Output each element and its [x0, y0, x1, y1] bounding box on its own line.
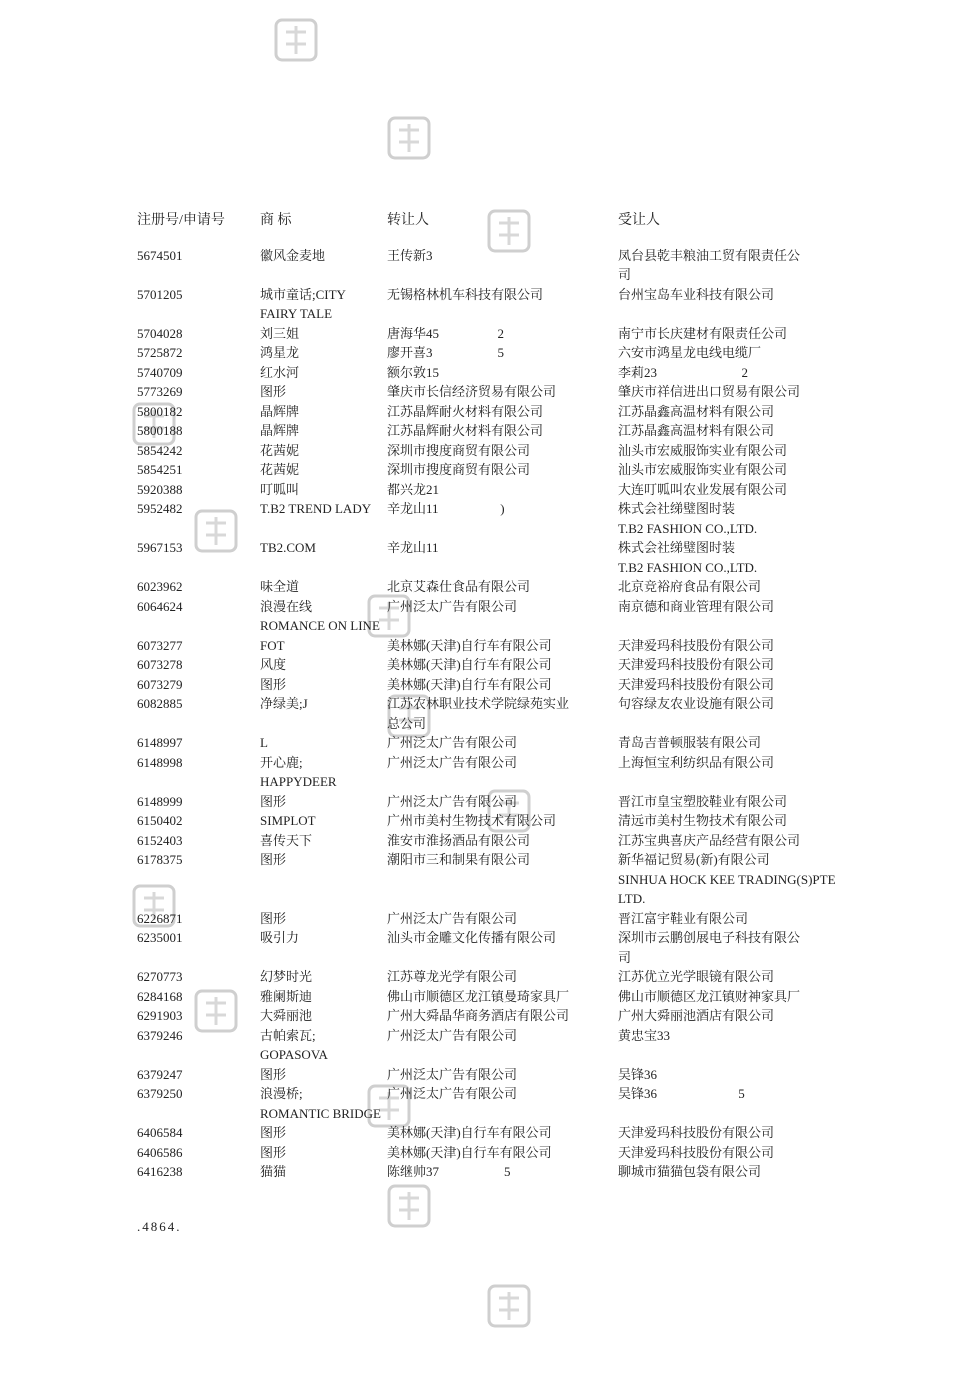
cell-reg-no: 6148998	[137, 754, 183, 770]
cell-trademark: 图形	[260, 1144, 287, 1160]
table-row	[137, 694, 857, 733]
cell-transferor: 广州泛太广告有限公司	[387, 1066, 518, 1082]
table-row	[137, 324, 857, 344]
cell-reg-no: 6379246	[137, 1027, 183, 1043]
cell-transferee: 青岛吉普顿服装有限公司	[618, 735, 762, 750]
cell-trademark: 浪漫在线 ROMANCE ON LINE	[260, 598, 380, 633]
table-header	[137, 211, 857, 231]
cell-transferee: 吴锋36 5	[618, 1086, 745, 1101]
cell-trademark: 红水河	[260, 364, 300, 380]
cell-reg-no: 5725872	[137, 345, 183, 360]
cell-reg-no: 5854242	[137, 442, 183, 458]
cell-trademark: 鸿星龙	[260, 345, 300, 360]
table-row	[137, 538, 857, 577]
cell-transferee: 广州大舜丽池酒店有限公司	[618, 1008, 775, 1023]
cell-transferor: 美林娜(天津)自行车有限公司	[387, 676, 552, 692]
table-row	[137, 967, 857, 987]
cell-trademark: 浪漫桥; ROMANTIC BRIDGE	[260, 1086, 381, 1121]
table-row	[137, 441, 857, 461]
cell-trademark: 猫猫	[260, 1164, 287, 1179]
cell-transferee: 肇庆市祥信进出口贸易有限公司	[618, 384, 801, 399]
table-row	[137, 480, 857, 500]
cell-transferor: 肇庆市长信经济贸易有限公司	[387, 384, 557, 399]
cell-reg-no: 6073277	[137, 637, 183, 653]
cell-transferee: 天津爱玛科技股份有限公司	[618, 637, 775, 653]
cell-trademark: 雅阑斯迪	[260, 988, 313, 1004]
cell-reg-no: 6073279	[137, 676, 183, 692]
table-row	[137, 1123, 857, 1143]
cell-reg-no: 6148997	[137, 735, 183, 750]
cell-trademark: 刘三姐	[260, 325, 300, 341]
cell-trademark: L	[260, 735, 268, 750]
cell-transferee: 六安市鸿星龙电线电缆厂	[618, 345, 762, 360]
cell-trademark: 喜传天下	[260, 832, 313, 848]
cell-transferor: 广州泛太广告有限公司	[387, 1027, 518, 1043]
table-row	[137, 928, 857, 967]
cell-transferee: 南宁市长庆建材有限责任公司	[618, 325, 788, 341]
cell-trademark: 古帕索瓦; GOPASOVA	[260, 1027, 328, 1062]
cell-transferor: 广州泛太广告有限公司	[387, 1086, 518, 1101]
cell-reg-no: 6416238	[137, 1164, 183, 1179]
cell-transferor: 陈继帅37 5	[387, 1164, 511, 1179]
table-row	[137, 1006, 857, 1026]
cell-trademark: 图形	[260, 910, 287, 926]
cell-reg-no: 6406586	[137, 1144, 183, 1160]
cell-transferor: 额尔敦15	[387, 364, 440, 380]
cell-transferor: 广州泛太广告有限公司	[387, 793, 518, 809]
cell-transferor: 佛山市顺德区龙江镇曼琦家具厂	[387, 988, 570, 1004]
cell-trademark: 味全道	[260, 579, 300, 594]
table-row	[137, 655, 857, 675]
table-row	[137, 1162, 857, 1182]
cell-transferee: 汕头市宏威服饰实业有限公司	[618, 442, 788, 458]
header-trademark: 商 标	[260, 213, 292, 228]
cell-transferor: 美林娜(天津)自行车有限公司	[387, 1144, 552, 1160]
table-row	[137, 577, 857, 597]
cell-trademark: 叮呱叫	[260, 481, 300, 497]
cell-transferee: 南京德和商业管理有限公司	[618, 598, 775, 614]
table-row	[137, 831, 857, 851]
watermark-glyph	[485, 1280, 533, 1332]
table-row	[137, 343, 857, 363]
table-row	[137, 460, 857, 480]
table-row	[137, 1026, 857, 1065]
cell-transferee: 天津爱玛科技股份有限公司	[618, 657, 775, 672]
cell-transferee: 北京竞裕府食品有限公司	[618, 579, 762, 594]
cell-reg-no: 6023962	[137, 579, 183, 594]
header-transferor: 转让人	[387, 213, 429, 228]
cell-transferor: 深圳市搜度商贸有限公司	[387, 442, 531, 458]
cell-transferee: 江苏晶鑫高温材料有限公司	[618, 403, 775, 419]
cell-transferor: 淮安市淮扬酒品有限公司	[387, 832, 531, 848]
cell-transferee: 大连叮呱叫农业发展有限公司	[618, 481, 788, 497]
cell-reg-no: 5920388	[137, 481, 183, 497]
cell-reg-no: 5701205	[137, 286, 183, 302]
cell-transferor: 江苏农林职业技术学院绿苑实业 总公司	[387, 696, 570, 731]
cell-transferee: 株式会社绨璧图时装 T.B2 FASHION CO.,LTD.	[618, 501, 758, 536]
watermark-glyph	[385, 112, 433, 164]
cell-transferor: 辛龙山11 )	[387, 501, 505, 516]
cell-trademark: 徽风金麦地	[260, 247, 326, 263]
cell-trademark: 晶辉牌	[260, 403, 300, 419]
cell-reg-no: 6148999	[137, 793, 183, 809]
cell-reg-no: 6178375	[137, 852, 183, 867]
cell-transferor: 江苏晶辉耐火材料有限公司	[387, 423, 544, 438]
cell-transferee: 天津爱玛科技股份有限公司	[618, 1144, 775, 1160]
cell-trademark: 图形	[260, 1125, 287, 1140]
table-row	[137, 382, 857, 402]
cell-trademark: SIMPLOT	[260, 813, 316, 828]
table-row	[137, 987, 857, 1007]
cell-transferor: 北京艾森仕食品有限公司	[387, 579, 531, 594]
cell-reg-no: 6152403	[137, 832, 183, 848]
cell-reg-no: 6406584	[137, 1125, 183, 1140]
cell-reg-no: 5773269	[137, 384, 183, 399]
table-row	[137, 811, 857, 831]
table-row	[137, 1084, 857, 1123]
cell-reg-no: 6379250	[137, 1086, 183, 1101]
cell-transferee: 上海恒宝利纺织品有限公司	[618, 754, 775, 770]
cell-trademark: TB2.COM	[260, 540, 316, 555]
cell-transferor: 汕头市金雕文化传播有限公司	[387, 930, 557, 945]
cell-transferee: 深圳市云鹏创展电子科技有限公 司	[618, 930, 801, 965]
table-row	[137, 733, 857, 753]
cell-reg-no: 5952482	[137, 501, 183, 516]
cell-transferor: 都兴龙21	[387, 481, 440, 497]
table-row	[137, 1065, 857, 1085]
cell-transferor: 深圳市搜度商贸有限公司	[387, 462, 531, 477]
table-row	[137, 363, 857, 383]
table-row	[137, 850, 857, 909]
watermark-glyph	[385, 1180, 433, 1232]
table-row	[137, 792, 857, 812]
page-number: .4864.	[137, 1219, 182, 1234]
cell-trademark: 城市童话;CITY FAIRY TALE	[260, 286, 346, 321]
cell-trademark: 图形	[260, 676, 287, 692]
cell-transferor: 广州泛太广告有限公司	[387, 910, 518, 926]
cell-reg-no: 5854251	[137, 462, 183, 477]
table-row	[137, 1143, 857, 1163]
cell-transferor: 广州泛太广告有限公司	[387, 735, 518, 750]
cell-reg-no: 6379247	[137, 1066, 183, 1082]
cell-reg-no: 6073278	[137, 657, 183, 672]
cell-transferor: 广州大舜晶华商务酒店有限公司	[387, 1008, 570, 1023]
cell-reg-no: 5800182	[137, 403, 183, 419]
cell-trademark: 晶辉牌	[260, 423, 300, 438]
cell-reg-no: 5674501	[137, 247, 183, 263]
cell-trademark: 幻梦时光	[260, 969, 313, 984]
cell-transferee: 佛山市顺德区龙江镇财神家具厂	[618, 988, 801, 1004]
cell-transferee: 李莉23 2	[618, 364, 749, 380]
cell-transferor: 王传新3	[387, 247, 433, 263]
cell-transferor: 无锡格林机车科技有限公司	[387, 286, 544, 302]
cell-transferor: 美林娜(天津)自行车有限公司	[387, 637, 552, 653]
cell-trademark: T.B2 TREND LADY	[260, 501, 372, 516]
cell-trademark: 吸引力	[260, 930, 300, 945]
cell-reg-no: 5704028	[137, 325, 183, 341]
cell-trademark: 净绿美;J	[260, 696, 308, 711]
cell-trademark: FOT	[260, 637, 285, 653]
cell-transferee: 新华福记贸易(新)有限公司 SINHUA HOCK KEE TRADING(S)PTE LTD.	[618, 852, 836, 906]
header-transferee: 受让人	[618, 213, 660, 228]
cell-trademark: 花茜妮	[260, 442, 300, 458]
table-row	[137, 675, 857, 695]
table-row	[137, 753, 857, 792]
cell-transferee: 天津爱玛科技股份有限公司	[618, 1125, 775, 1140]
cell-transferor: 美林娜(天津)自行车有限公司	[387, 1125, 552, 1140]
cell-reg-no: 5800188	[137, 423, 183, 438]
cell-transferor: 广州泛太广告有限公司	[387, 754, 518, 770]
cell-transferee: 天津爱玛科技股份有限公司	[618, 676, 775, 692]
cell-reg-no: 5967153	[137, 540, 183, 555]
table-row	[137, 909, 857, 929]
cell-transferee: 凤台县乾丰粮油工贸有限责任公 司	[618, 247, 801, 282]
cell-transferee: 江苏优立光学眼镜有限公司	[618, 969, 775, 984]
cell-transferee: 清远市美村生物技术有限公司	[618, 813, 788, 828]
cell-trademark: 风度	[260, 657, 287, 672]
cell-transferee: 株式会社绨璧图时装 T.B2 FASHION CO.,LTD.	[618, 540, 758, 575]
cell-transferee: 聊城市猫猫包袋有限公司	[618, 1164, 762, 1179]
cell-transferor: 江苏尊龙光学有限公司	[387, 969, 518, 984]
cell-transferor: 广州市美村生物技术有限公司	[387, 813, 557, 828]
cell-transferee: 晋江富宇鞋业有限公司	[618, 910, 749, 926]
trademark-transfer-table	[137, 211, 857, 1182]
cell-trademark: 图形	[260, 852, 287, 867]
cell-trademark: 大舜丽池	[260, 1008, 313, 1023]
table-row	[137, 636, 857, 656]
table-row	[137, 499, 857, 538]
cell-trademark: 图形	[260, 793, 287, 809]
cell-transferee: 江苏宝典喜庆产品经营有限公司	[618, 832, 801, 848]
cell-reg-no: 6064624	[137, 598, 183, 614]
cell-trademark: 图形	[260, 1066, 287, 1082]
cell-trademark: 图形	[260, 384, 287, 399]
cell-trademark: 花茜妮	[260, 462, 300, 477]
watermark-glyph	[272, 14, 320, 66]
cell-reg-no: 5740709	[137, 364, 183, 380]
cell-transferee: 台州宝岛车业科技有限公司	[618, 286, 775, 302]
cell-trademark: 开心鹿; HAPPYDEER	[260, 754, 337, 789]
cell-reg-no: 6226871	[137, 910, 183, 926]
cell-transferor: 美林娜(天津)自行车有限公司	[387, 657, 552, 672]
cell-transferee: 江苏晶鑫高温材料有限公司	[618, 423, 775, 438]
cell-transferee: 汕头市宏威服饰实业有限公司	[618, 462, 788, 477]
table-row	[137, 421, 857, 441]
header-reg-no: 注册号/申请号	[137, 213, 225, 228]
cell-transferee: 吴锋36	[618, 1066, 658, 1082]
cell-transferor: 廖开喜3 5	[387, 345, 505, 360]
cell-transferor: 辛龙山11	[387, 540, 439, 555]
cell-reg-no: 6082885	[137, 696, 183, 711]
cell-transferor: 唐海华45 2	[387, 325, 505, 341]
table-row	[137, 597, 857, 636]
cell-transferor: 广州泛太广告有限公司	[387, 598, 518, 614]
cell-transferor: 潮阳市三和制果有限公司	[387, 852, 531, 867]
cell-transferee: 句容绿友农业设施有限公司	[618, 696, 775, 711]
table-row	[137, 402, 857, 422]
cell-reg-no: 6284168	[137, 988, 183, 1004]
cell-transferee: 黄忠宝33	[618, 1027, 671, 1043]
cell-reg-no: 6150402	[137, 813, 183, 828]
table-row	[137, 246, 857, 285]
cell-reg-no: 6270773	[137, 969, 183, 984]
cell-reg-no: 6291903	[137, 1008, 183, 1023]
cell-transferor: 江苏晶辉耐火材料有限公司	[387, 403, 544, 419]
cell-transferee: 晋江市皇宝塑胶鞋业有限公司	[618, 793, 788, 809]
table-row	[137, 285, 857, 324]
cell-reg-no: 6235001	[137, 930, 183, 945]
